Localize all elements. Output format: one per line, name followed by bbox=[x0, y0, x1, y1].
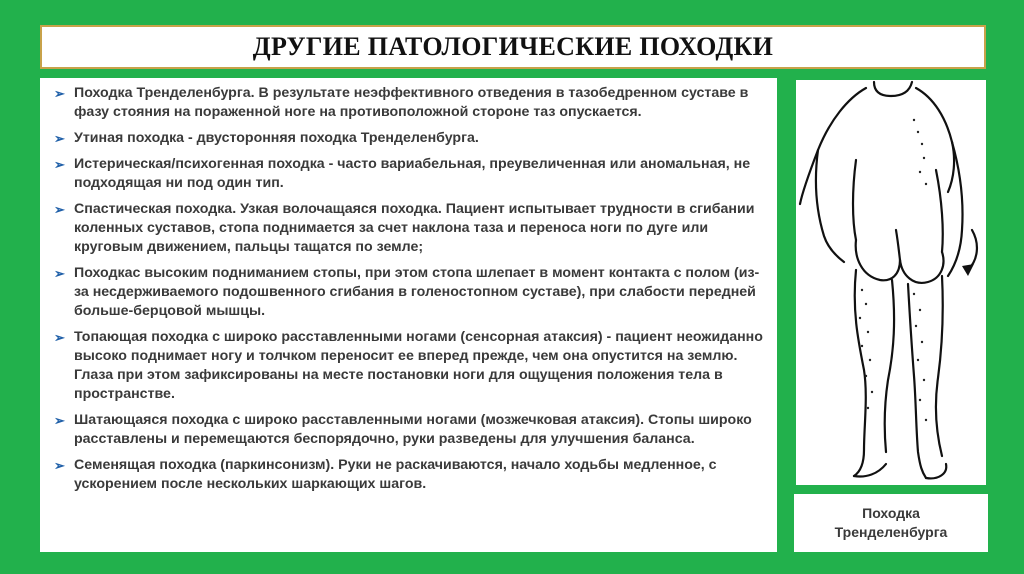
arrow-bullet-icon: ➢ bbox=[54, 157, 65, 172]
arrow-bullet-icon: ➢ bbox=[54, 413, 65, 428]
list-item-text: Истерическая/психогенная походка - часто вариабельная, преувеличенная или аномальная, не подходящая ни под один тип. bbox=[74, 156, 751, 191]
list-item-text: Походкас высоким подниманием стопы, при этом стопа шлепает в момент контакта с полом (из-за несдерживаемого подошвенного сгибания в голеностопном суставе), при слабости передней больше-берцовой мышцы. bbox=[74, 265, 760, 319]
list-item bbox=[52, 328, 767, 404]
page-title: ДРУГИЕ ПАТОЛОГИЧЕСКИЕ ПОХОДКИ bbox=[252, 32, 774, 61]
list-item bbox=[52, 155, 767, 193]
list-item-text: Топающая походка с широко расставленными ногами (сенсорная атаксия) - пациент неожиданно высоко поднимает ногу и толчком переносит ее вперед прежде, чем она опустится на землю. Глаза при этом зафиксированы на месте постановки ноги для ощущения положения тела в пространстве. bbox=[74, 329, 763, 402]
arrow-bullet-icon: ➢ bbox=[54, 330, 65, 345]
list-item bbox=[52, 411, 767, 449]
arrow-bullet-icon: ➢ bbox=[54, 131, 65, 146]
arrow-bullet-icon: ➢ bbox=[54, 458, 65, 473]
arrow-bullet-icon: ➢ bbox=[54, 266, 65, 281]
trendelenburg-illustration bbox=[794, 78, 988, 487]
caption-line-2: Тренделенбурга bbox=[834, 524, 948, 540]
list-item-text: Походка Тренделенбурга. В результате неэффективного отведения в тазобедренном суставе в фазу стояния на пораженной ноге на противоположной стороне таз опускается. bbox=[74, 85, 749, 120]
list-item-text: Семенящая походка (паркинсонизм). Руки не раскачиваются, начало ходьбы медленное, с ускорением после нескольких шаркающих шагов. bbox=[74, 457, 717, 492]
figure-caption bbox=[794, 494, 988, 552]
list-item-text: Спастическая походка. Узкая волочащаяся походка. Пациент испытывает трудности в сгибании коленных суставов, стопа поднимается за счет наклона таза и переноса ноги по дуге или круговым движением, пальцы тащатся по земле; bbox=[74, 201, 755, 255]
list-item bbox=[52, 264, 767, 321]
list-item bbox=[52, 200, 767, 257]
caption-line-1: Походка bbox=[862, 505, 920, 521]
text-panel bbox=[40, 78, 777, 552]
list-item bbox=[52, 129, 767, 148]
list-item-text: Утиная походка - двусторонняя походка Тренделенбурга. bbox=[74, 130, 479, 146]
figure-drawing bbox=[796, 80, 986, 485]
list-item bbox=[52, 84, 767, 122]
gait-list bbox=[52, 84, 767, 494]
title-box bbox=[40, 25, 986, 69]
arrow-bullet-icon: ➢ bbox=[54, 86, 65, 101]
arrow-bullet-icon: ➢ bbox=[54, 202, 65, 217]
list-item-text: Шатающаяся походка с широко расставленными ногами (мозжечковая атаксия). Стопы широко расставлены и перемещаются беспорядочно, руки разведены для улучшения баланса. bbox=[74, 412, 752, 447]
list-item bbox=[52, 456, 767, 494]
